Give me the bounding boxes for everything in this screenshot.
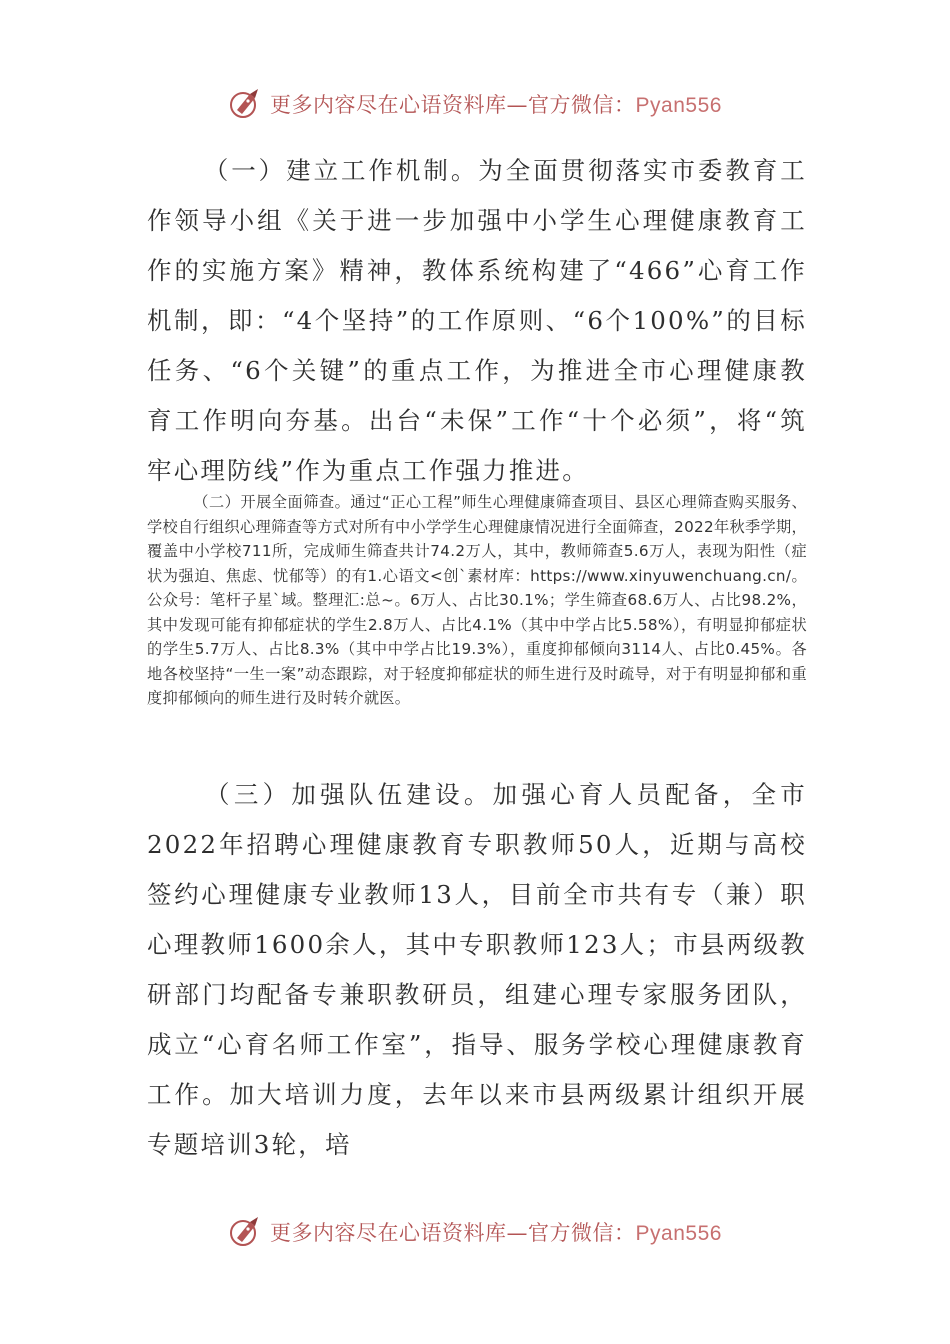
pen-nib-logo-icon: [228, 1214, 264, 1250]
wechat-id: Pyan556: [635, 1222, 722, 1245]
footer-banner: [0, 1210, 950, 1254]
header-banner: [0, 82, 950, 126]
header-banner-text: 更多内容尽在心语资料库—官方微信：Pyan556: [270, 93, 722, 117]
paragraph-work-mechanism: （一）建立工作机制。为全面贯彻落实市委教育工作领导小组《关于进一步加强中小学生心理健康教育工作的实施方案》精神，教体系统构建了“466”心育工作机制，即：“4个坚持”的工作原则、“6个100%”的目标任务、“6个关键”的重点工作，为推进全市心理健康教育工作明向夯基。出台“未保”工作“十个必须”，将“筑牢心理防线”作为重点工作强力推进。: [147, 156, 807, 485]
wechat-id: Pyan556: [635, 94, 722, 117]
paragraph-screening: （二）开展全面筛查。通过“正心工程”师生心理健康筛查项目、县区心理筛查购买服务、学校自行组织心理筛查等方式对所有中小学学生心理健康情况进行全面筛查，2022年秋季学期，覆盖中小学校711所，完成师生筛查共计74.2万人，其中，教师筛查5.6万人，表现为阳性（症状为强迫、焦虑、忧郁等）的有1.心语文<创`素材库：https://www.xinyuwenchuang.cn/。公众号：笔杆子星`域。整理汇:总~。6万人、占比30.1%；学生筛查68.6万人、占比98.2%，其中发现可能有抑郁症状的学生2.8万人、占比4.1%（其中中学占比5.58%），有明显抑郁症状的学生5.7万人、占比8.3%（其中中学占比19.3%），重度抑郁倾向3114人、占比0.45%。各地各校坚持“一生一案”动态跟踪，对于轻度抑郁症状的师生进行及时疏导，对于有明显抑郁和重度抑郁倾向的师生进行及时转介就医。: [147, 493, 807, 707]
paragraph-team-building: （三）加强队伍建设。加强心育人员配备，全市2022年招聘心理健康教育专职教师50人，近期与高校签约心理健康专业教师13人，目前全市共有专（兼）职心理教师1600余人，其中专职教师123人；市县两级教研部门均配备专兼职教研员，组建心理专家服务团队，成立“心育名师工作室”，指导、服务学校心理健康教育工作。加大培训力度，去年以来市县两级累计组织开展专题培训3轮，培: [147, 780, 807, 1159]
footer-banner-text: 更多内容尽在心语资料库—官方微信：Pyan556: [270, 1221, 722, 1245]
pen-nib-logo-icon: [228, 86, 264, 122]
